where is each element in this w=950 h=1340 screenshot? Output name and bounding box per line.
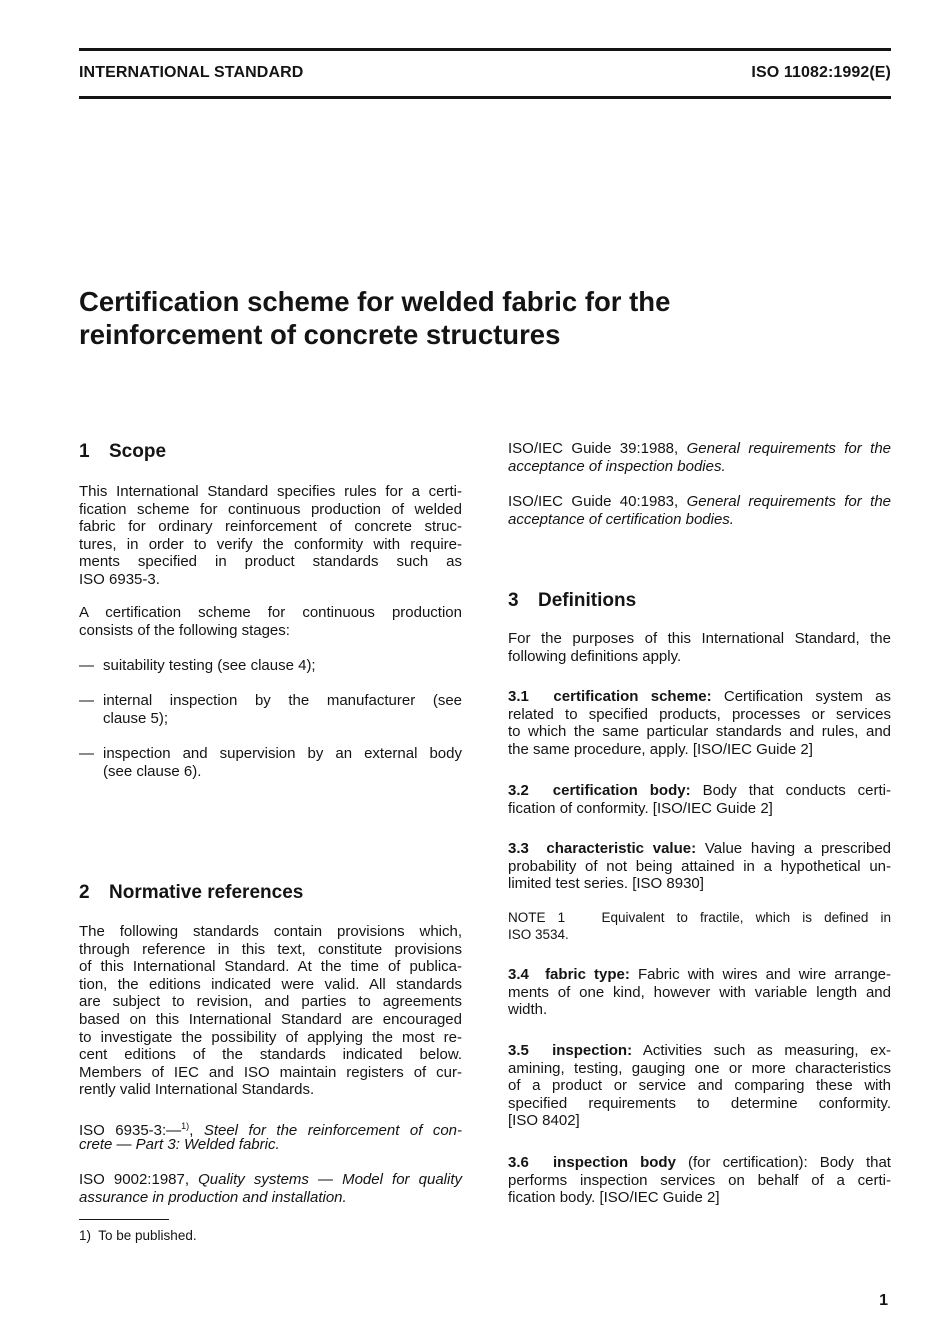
definition-3-2 bbox=[508, 782, 891, 817]
definition-term: characteristic value: bbox=[546, 840, 697, 857]
reference-title: Steel for the reinforcement of con- bbox=[203, 1122, 462, 1139]
definitions-intro bbox=[508, 630, 891, 665]
definition-note-1 bbox=[508, 909, 891, 943]
reference-separator: , bbox=[189, 1122, 194, 1139]
reference-iso-9002 bbox=[79, 1171, 462, 1206]
dash-marker: — bbox=[79, 657, 94, 674]
text-line: Members of IEC and ISO maintain registers of cur- bbox=[79, 1063, 462, 1081]
definition-3-5 bbox=[508, 1042, 891, 1130]
text-line: through reference in this text, constitute provisions bbox=[79, 940, 462, 958]
text-line: This International Standard specifies rules for a certi- bbox=[79, 483, 462, 500]
text-line: are subject to revision, and parties to agreements bbox=[79, 993, 462, 1011]
text-line: performs inspection services on behalf of a certi- bbox=[508, 1171, 891, 1189]
text-line: limited test series. [ISO 8930] bbox=[508, 875, 704, 893]
text-line: fication body. [ISO/IEC Guide 2] bbox=[508, 1189, 720, 1207]
text-line: The following standards contain provisions which, bbox=[79, 923, 462, 940]
text-line: (see clause 6). bbox=[103, 762, 202, 780]
definition-number: 3.6 bbox=[508, 1154, 529, 1171]
reference-code: ISO/IEC Guide 40:1983, bbox=[508, 493, 679, 510]
text-line: rently valid International Standards. bbox=[79, 1081, 315, 1099]
definition-term: inspection: bbox=[552, 1042, 633, 1059]
page-number: 1 bbox=[879, 1292, 888, 1309]
reference-iso-iec-guide-40 bbox=[508, 493, 891, 528]
section-3-heading bbox=[508, 590, 636, 612]
reference-title: crete — Part 3: Welded fabric. bbox=[79, 1135, 280, 1153]
text-line: related to specified products, processes or services bbox=[508, 705, 891, 723]
scope-paragraph-1 bbox=[79, 483, 462, 589]
text-line: clause 5); bbox=[103, 709, 169, 727]
definition-term: certification scheme: bbox=[553, 688, 712, 705]
definition-number: 3.4 bbox=[508, 966, 529, 983]
reference-iso-6935-3 bbox=[79, 1118, 462, 1153]
dash-marker: — bbox=[79, 745, 94, 762]
section-2-title: Normative references bbox=[109, 882, 304, 903]
note-line: NOTE 1 Equivalent to fractile, which is defined in bbox=[508, 910, 891, 925]
reference-title: acceptance of certification bodies. bbox=[508, 510, 734, 528]
text-line: of this International Standard. At the time of publica- bbox=[79, 958, 462, 976]
section-2-heading bbox=[79, 882, 303, 904]
footnote: 1) To be published. bbox=[79, 1228, 197, 1243]
reference-iso-iec-guide-39 bbox=[508, 440, 891, 475]
definition-text: Body that conducts certi- bbox=[702, 782, 892, 799]
text-line: ISO 6935-3. bbox=[79, 570, 160, 588]
text-line: For the purposes of this International Standard, the bbox=[508, 630, 891, 647]
section-1-number: 1 bbox=[79, 441, 90, 462]
title-line-2: reinforcement of concrete structures bbox=[79, 319, 561, 350]
reference-title: assurance in production and installation. bbox=[79, 1188, 347, 1206]
text-line: inspection and supervision by an external body bbox=[103, 745, 462, 762]
text-line: the same procedure, apply. [ISO/IEC Guide 2] bbox=[508, 740, 813, 758]
text-line: tures, in order to verify the conformity with require- bbox=[79, 535, 462, 553]
definition-3-4 bbox=[508, 966, 891, 1019]
section-1-title: Scope bbox=[109, 441, 167, 462]
definition-number: 3.5 bbox=[508, 1042, 529, 1059]
header-bottom-rule bbox=[79, 96, 891, 99]
text-line: to which the same particular standards and rules, and bbox=[508, 723, 891, 741]
reference-title: General requirements for the bbox=[686, 440, 892, 457]
text-line: fabric for ordinary reinforcement of concrete struc- bbox=[79, 518, 462, 536]
definition-number: 3.3 bbox=[508, 840, 529, 857]
text-line: following definitions apply. bbox=[508, 647, 682, 665]
definition-number: 3.2 bbox=[508, 782, 529, 799]
definition-term: fabric type: bbox=[545, 966, 630, 983]
definition-3-6 bbox=[508, 1154, 891, 1207]
footnote-marker: 1) bbox=[181, 1121, 190, 1131]
text-line: fication of conformity. [ISO/IEC Guide 2] bbox=[508, 799, 773, 817]
normative-references-paragraph bbox=[79, 923, 462, 1099]
note-line: ISO 3534. bbox=[508, 927, 569, 942]
section-3-title: Definitions bbox=[538, 590, 637, 611]
reference-title: acceptance of inspection bodies. bbox=[508, 457, 726, 475]
text-line: tion, the editions indicated were valid. All standards bbox=[79, 975, 462, 993]
text-line: of a product or service and comparing these with bbox=[508, 1077, 891, 1095]
text-line: probability of not being attained in a hypothetical un- bbox=[508, 857, 891, 875]
text-line: based on this International Standard are encouraged bbox=[79, 1010, 462, 1028]
text-line: cent editions of the standards indicated below. bbox=[79, 1046, 462, 1064]
reference-title: Quality systems — Model for quality bbox=[198, 1171, 463, 1188]
text-line: amining, testing, gauging one or more characteristics bbox=[508, 1059, 891, 1077]
section-2-number: 2 bbox=[79, 882, 90, 903]
section-3-number: 3 bbox=[508, 590, 519, 611]
definition-text: (for certification): Body that bbox=[688, 1154, 891, 1171]
text-line: ments specified in product standards such as bbox=[79, 553, 462, 571]
reference-code: ISO 6935-3:— bbox=[79, 1122, 182, 1139]
text-line: [ISO 8402] bbox=[508, 1112, 580, 1130]
text-line: to investigate the possibility of applying the most re- bbox=[79, 1028, 462, 1046]
reference-title: General requirements for the bbox=[686, 493, 892, 510]
dash-marker: — bbox=[79, 692, 94, 709]
text-line: A certification scheme for continuous production bbox=[79, 604, 462, 621]
text-line: internal inspection by the manufacturer (see bbox=[103, 692, 462, 709]
text-line: specified requirements to determine conformity. bbox=[508, 1094, 891, 1112]
text-line: consists of the following stages: bbox=[79, 621, 290, 639]
section-1-heading bbox=[79, 441, 166, 463]
definition-3-1 bbox=[508, 688, 891, 758]
reference-code: ISO/IEC Guide 39:1988, bbox=[508, 440, 679, 457]
definition-3-3 bbox=[508, 840, 891, 893]
title-line-1: Certification scheme for welded fabric for the bbox=[79, 286, 671, 317]
header-document-type: INTERNATIONAL STANDARD bbox=[79, 64, 304, 81]
header-top-rule bbox=[79, 48, 891, 51]
text-line: ments of one kind, however with variable length and bbox=[508, 983, 891, 1001]
text-line: width. bbox=[508, 1001, 548, 1019]
footnote-rule bbox=[79, 1219, 169, 1220]
definition-text: Value having a prescribed bbox=[704, 840, 892, 857]
document-title bbox=[79, 285, 839, 351]
header-standard-number: ISO 11082:1992(E) bbox=[751, 64, 891, 81]
definition-term: certification body: bbox=[552, 782, 691, 799]
definition-text: Activities such as measuring, ex- bbox=[642, 1042, 891, 1059]
text-line: fication scheme for continuous production of welded bbox=[79, 500, 462, 518]
reference-code: ISO 9002:1987, bbox=[79, 1171, 190, 1188]
text-line: suitability testing (see clause 4); bbox=[103, 657, 316, 674]
scope-paragraph-2 bbox=[79, 604, 462, 639]
definition-term: inspection body bbox=[553, 1154, 676, 1171]
definition-number: 3.1 bbox=[508, 688, 529, 705]
definition-text: Certification system as bbox=[723, 688, 891, 705]
definition-text: Fabric with wires and wire arrange- bbox=[637, 966, 892, 983]
